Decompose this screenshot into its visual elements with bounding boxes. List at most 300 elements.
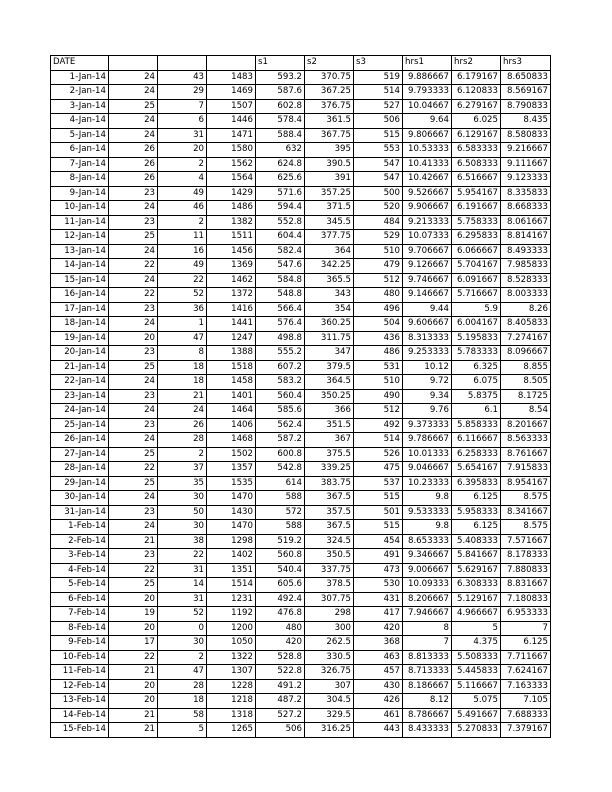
value-cell: 46 bbox=[158, 201, 207, 216]
value-cell: 6.116667 bbox=[452, 433, 501, 448]
value-cell: 9.746667 bbox=[403, 273, 452, 288]
value-cell: 298 bbox=[305, 607, 354, 622]
value-cell: 571.6 bbox=[256, 186, 305, 201]
value-cell: 311.75 bbox=[305, 331, 354, 346]
value-cell: 9.64 bbox=[403, 114, 452, 129]
value-cell: 38 bbox=[158, 534, 207, 549]
value-cell: 24 bbox=[109, 85, 158, 100]
value-cell: 457 bbox=[354, 665, 403, 680]
value-cell: 504 bbox=[354, 317, 403, 332]
value-cell: 1511 bbox=[207, 230, 256, 245]
value-cell: 9.046667 bbox=[403, 462, 452, 477]
value-cell: 24 bbox=[109, 317, 158, 332]
value-cell: 26 bbox=[109, 172, 158, 187]
date-cell: 31-Jan-14 bbox=[51, 505, 109, 520]
table-row bbox=[51, 520, 551, 535]
value-cell: 625.6 bbox=[256, 172, 305, 187]
value-cell: 24 bbox=[109, 520, 158, 535]
value-cell: 531 bbox=[354, 360, 403, 375]
value-cell: 22 bbox=[109, 259, 158, 274]
value-cell: 21 bbox=[109, 534, 158, 549]
value-cell: 1471 bbox=[207, 128, 256, 143]
value-cell: 9.373333 bbox=[403, 418, 452, 433]
value-cell: 529 bbox=[354, 230, 403, 245]
value-cell: 510 bbox=[354, 244, 403, 259]
value-cell: 20 bbox=[109, 331, 158, 346]
value-cell: 8 bbox=[403, 621, 452, 636]
value-cell: 10.07333 bbox=[403, 230, 452, 245]
table-row bbox=[51, 476, 551, 491]
value-cell: 18 bbox=[158, 360, 207, 375]
value-cell: 366 bbox=[305, 404, 354, 419]
value-cell: 5.270833 bbox=[452, 723, 501, 738]
table-row bbox=[51, 99, 551, 114]
value-cell: 49 bbox=[158, 259, 207, 274]
value-cell: 9.606667 bbox=[403, 317, 452, 332]
value-cell: 562.4 bbox=[256, 418, 305, 433]
value-cell: 390.5 bbox=[305, 157, 354, 172]
table-row bbox=[51, 578, 551, 593]
value-cell: 582.4 bbox=[256, 244, 305, 259]
table-row bbox=[51, 418, 551, 433]
value-cell: 6.395833 bbox=[452, 476, 501, 491]
value-cell: 8.405833 bbox=[501, 317, 551, 332]
value-cell: 527 bbox=[354, 99, 403, 114]
value-cell: 496 bbox=[354, 302, 403, 317]
value-cell: 1507 bbox=[207, 99, 256, 114]
value-cell: 572 bbox=[256, 505, 305, 520]
value-cell: 30 bbox=[158, 491, 207, 506]
value-cell: 9.253333 bbox=[403, 346, 452, 361]
value-cell: 604.4 bbox=[256, 230, 305, 245]
value-cell: 2 bbox=[158, 157, 207, 172]
value-cell: 492.4 bbox=[256, 592, 305, 607]
date-cell: 15-Feb-14 bbox=[51, 723, 109, 738]
value-cell: 1470 bbox=[207, 491, 256, 506]
value-cell: 588 bbox=[256, 520, 305, 535]
value-cell: 1502 bbox=[207, 447, 256, 462]
value-cell: 1441 bbox=[207, 317, 256, 332]
value-cell: 6.279167 bbox=[452, 99, 501, 114]
value-cell: 6.129167 bbox=[452, 128, 501, 143]
table-row bbox=[51, 650, 551, 665]
value-cell: 345.5 bbox=[305, 215, 354, 230]
value-cell: 7.274167 bbox=[501, 331, 551, 346]
value-cell: 7 bbox=[158, 99, 207, 114]
value-cell: 6.125 bbox=[501, 636, 551, 651]
value-cell: 24 bbox=[109, 70, 158, 85]
value-cell: 26 bbox=[109, 157, 158, 172]
value-cell: 18 bbox=[158, 694, 207, 709]
value-cell: 5.408333 bbox=[452, 534, 501, 549]
value-cell: 8.831667 bbox=[501, 578, 551, 593]
value-cell: 8.335833 bbox=[501, 186, 551, 201]
value-cell: 5.758333 bbox=[452, 215, 501, 230]
value-cell: 23 bbox=[109, 186, 158, 201]
table-row bbox=[51, 157, 551, 172]
value-cell: 49 bbox=[158, 186, 207, 201]
table-row bbox=[51, 317, 551, 332]
value-cell: 25 bbox=[109, 360, 158, 375]
value-cell: 480 bbox=[354, 288, 403, 303]
value-cell: 21 bbox=[109, 708, 158, 723]
value-cell: 420 bbox=[354, 621, 403, 636]
date-cell: 7-Feb-14 bbox=[51, 607, 109, 622]
value-cell: 584.8 bbox=[256, 273, 305, 288]
table-row bbox=[51, 143, 551, 158]
value-cell: 9.886667 bbox=[403, 70, 452, 85]
value-cell: 484 bbox=[354, 215, 403, 230]
value-cell: 16 bbox=[158, 244, 207, 259]
value-cell: 47 bbox=[158, 331, 207, 346]
column-header: DATE bbox=[51, 56, 109, 71]
date-cell: 20-Jan-14 bbox=[51, 346, 109, 361]
value-cell: 324.5 bbox=[305, 534, 354, 549]
value-cell: 6.508333 bbox=[452, 157, 501, 172]
value-cell: 364.5 bbox=[305, 375, 354, 390]
value-cell: 6.953333 bbox=[501, 607, 551, 622]
value-cell: 512 bbox=[354, 273, 403, 288]
value-cell: 6.295833 bbox=[452, 230, 501, 245]
value-cell: 377.75 bbox=[305, 230, 354, 245]
value-cell: 391 bbox=[305, 172, 354, 187]
value-cell: 5.654167 bbox=[452, 462, 501, 477]
value-cell: 9.146667 bbox=[403, 288, 452, 303]
value-cell: 58 bbox=[158, 708, 207, 723]
value-cell: 6.258333 bbox=[452, 447, 501, 462]
value-cell: 383.75 bbox=[305, 476, 354, 491]
table-row bbox=[51, 679, 551, 694]
value-cell: 25 bbox=[109, 578, 158, 593]
value-cell: 547 bbox=[354, 172, 403, 187]
date-cell: 17-Jan-14 bbox=[51, 302, 109, 317]
value-cell: 22 bbox=[158, 549, 207, 564]
value-cell: 365.5 bbox=[305, 273, 354, 288]
value-cell: 357.25 bbox=[305, 186, 354, 201]
value-cell: 25 bbox=[109, 99, 158, 114]
value-cell: 436 bbox=[354, 331, 403, 346]
value-cell: 8.505 bbox=[501, 375, 551, 390]
value-cell: 1470 bbox=[207, 520, 256, 535]
value-cell: 1486 bbox=[207, 201, 256, 216]
value-cell: 486 bbox=[354, 346, 403, 361]
value-cell: 498.8 bbox=[256, 331, 305, 346]
value-cell: 8.954167 bbox=[501, 476, 551, 491]
value-cell: 9.111667 bbox=[501, 157, 551, 172]
value-cell: 491.2 bbox=[256, 679, 305, 694]
value-cell: 7.985833 bbox=[501, 259, 551, 274]
value-cell: 337.75 bbox=[305, 563, 354, 578]
value-cell: 326.75 bbox=[305, 665, 354, 680]
value-cell: 6 bbox=[158, 114, 207, 129]
value-cell: 510 bbox=[354, 375, 403, 390]
date-cell: 3-Jan-14 bbox=[51, 99, 109, 114]
value-cell: 329.5 bbox=[305, 708, 354, 723]
value-cell: 8.313333 bbox=[403, 331, 452, 346]
table-row bbox=[51, 447, 551, 462]
date-cell: 10-Jan-14 bbox=[51, 201, 109, 216]
value-cell: 514 bbox=[354, 85, 403, 100]
header-row bbox=[51, 56, 551, 71]
value-cell: 5.8375 bbox=[452, 389, 501, 404]
value-cell: 1464 bbox=[207, 404, 256, 419]
value-cell: 9.44 bbox=[403, 302, 452, 317]
value-cell: 19 bbox=[109, 607, 158, 622]
value-cell: 8.575 bbox=[501, 491, 551, 506]
value-cell: 526 bbox=[354, 447, 403, 462]
value-cell: 25 bbox=[109, 476, 158, 491]
value-cell: 375.5 bbox=[305, 447, 354, 462]
date-cell: 24-Jan-14 bbox=[51, 404, 109, 419]
value-cell: 1298 bbox=[207, 534, 256, 549]
value-cell: 7.915833 bbox=[501, 462, 551, 477]
value-cell: 8.563333 bbox=[501, 433, 551, 448]
value-cell: 515 bbox=[354, 520, 403, 535]
value-cell: 20 bbox=[109, 621, 158, 636]
value-cell: 11 bbox=[158, 230, 207, 245]
value-cell: 6.1 bbox=[452, 404, 501, 419]
value-cell: 5.716667 bbox=[452, 288, 501, 303]
value-cell: 6.066667 bbox=[452, 244, 501, 259]
date-cell: 9-Feb-14 bbox=[51, 636, 109, 651]
value-cell: 8.003333 bbox=[501, 288, 551, 303]
value-cell: 490 bbox=[354, 389, 403, 404]
value-cell: 10.23333 bbox=[403, 476, 452, 491]
value-cell: 342.25 bbox=[305, 259, 354, 274]
table-row bbox=[51, 433, 551, 448]
value-cell: 8.668333 bbox=[501, 201, 551, 216]
value-cell: 30 bbox=[158, 636, 207, 651]
value-cell: 5.491667 bbox=[452, 708, 501, 723]
value-cell: 9.123333 bbox=[501, 172, 551, 187]
value-cell: 351.5 bbox=[305, 418, 354, 433]
value-cell: 1218 bbox=[207, 694, 256, 709]
value-cell: 8.54 bbox=[501, 404, 551, 419]
value-cell: 350.5 bbox=[305, 549, 354, 564]
value-cell: 2 bbox=[158, 650, 207, 665]
value-cell: 7.711667 bbox=[501, 650, 551, 665]
value-cell: 578.4 bbox=[256, 114, 305, 129]
value-cell: 8.061667 bbox=[501, 215, 551, 230]
value-cell: 9.706667 bbox=[403, 244, 452, 259]
value-cell: 614 bbox=[256, 476, 305, 491]
value-cell: 6.125 bbox=[452, 520, 501, 535]
value-cell: 37 bbox=[158, 462, 207, 477]
value-cell: 10.09333 bbox=[403, 578, 452, 593]
value-cell: 560.8 bbox=[256, 549, 305, 564]
value-cell: 2 bbox=[158, 215, 207, 230]
value-cell: 304.5 bbox=[305, 694, 354, 709]
value-cell: 9.76 bbox=[403, 404, 452, 419]
value-cell: 443 bbox=[354, 723, 403, 738]
value-cell: 1456 bbox=[207, 244, 256, 259]
value-cell: 24 bbox=[109, 114, 158, 129]
table-row bbox=[51, 607, 551, 622]
value-cell: 6.583333 bbox=[452, 143, 501, 158]
value-cell: 5 bbox=[158, 723, 207, 738]
value-cell: 5.075 bbox=[452, 694, 501, 709]
value-cell: 9.216667 bbox=[501, 143, 551, 158]
value-cell: 5 bbox=[452, 621, 501, 636]
value-cell: 519.2 bbox=[256, 534, 305, 549]
value-cell: 607.2 bbox=[256, 360, 305, 375]
value-cell: 5.958333 bbox=[452, 505, 501, 520]
value-cell: 50 bbox=[158, 505, 207, 520]
value-cell: 492 bbox=[354, 418, 403, 433]
value-cell: 500 bbox=[354, 186, 403, 201]
value-cell: 7.880833 bbox=[501, 563, 551, 578]
value-cell: 300 bbox=[305, 621, 354, 636]
value-cell: 24 bbox=[109, 433, 158, 448]
value-cell: 479 bbox=[354, 259, 403, 274]
value-cell: 1382 bbox=[207, 215, 256, 230]
value-cell: 7.688333 bbox=[501, 708, 551, 723]
value-cell: 0 bbox=[158, 621, 207, 636]
value-cell: 9.786667 bbox=[403, 433, 452, 448]
table-row bbox=[51, 694, 551, 709]
table-row bbox=[51, 636, 551, 651]
value-cell: 555.2 bbox=[256, 346, 305, 361]
value-cell: 547 bbox=[354, 157, 403, 172]
value-cell: 371.5 bbox=[305, 201, 354, 216]
value-cell: 1462 bbox=[207, 273, 256, 288]
date-cell: 8-Feb-14 bbox=[51, 621, 109, 636]
value-cell: 430 bbox=[354, 679, 403, 694]
value-cell: 1468 bbox=[207, 433, 256, 448]
table-row bbox=[51, 708, 551, 723]
value-cell: 21 bbox=[109, 723, 158, 738]
date-cell: 28-Jan-14 bbox=[51, 462, 109, 477]
date-cell: 29-Jan-14 bbox=[51, 476, 109, 491]
date-cell: 15-Jan-14 bbox=[51, 273, 109, 288]
value-cell: 23 bbox=[109, 505, 158, 520]
value-cell: 528.8 bbox=[256, 650, 305, 665]
value-cell: 395 bbox=[305, 143, 354, 158]
value-cell: 1 bbox=[158, 317, 207, 332]
value-cell: 8.713333 bbox=[403, 665, 452, 680]
value-cell: 8.650833 bbox=[501, 70, 551, 85]
table-row bbox=[51, 288, 551, 303]
value-cell: 343 bbox=[305, 288, 354, 303]
value-cell: 8.761667 bbox=[501, 447, 551, 462]
date-cell: 6-Jan-14 bbox=[51, 143, 109, 158]
value-cell: 9.793333 bbox=[403, 85, 452, 100]
value-cell: 376.75 bbox=[305, 99, 354, 114]
value-cell: 8.855 bbox=[501, 360, 551, 375]
date-cell: 19-Jan-14 bbox=[51, 331, 109, 346]
column-header: s1 bbox=[256, 56, 305, 71]
column-header: hrs3 bbox=[501, 56, 551, 71]
value-cell: 47 bbox=[158, 665, 207, 680]
value-cell: 475 bbox=[354, 462, 403, 477]
value-cell: 1200 bbox=[207, 621, 256, 636]
value-cell: 22 bbox=[109, 462, 158, 477]
column-header: s3 bbox=[354, 56, 403, 71]
value-cell: 354 bbox=[305, 302, 354, 317]
value-cell: 23 bbox=[109, 215, 158, 230]
value-cell: 367.75 bbox=[305, 128, 354, 143]
value-cell: 8.653333 bbox=[403, 534, 452, 549]
date-cell: 25-Jan-14 bbox=[51, 418, 109, 433]
table-row bbox=[51, 215, 551, 230]
value-cell: 624.8 bbox=[256, 157, 305, 172]
value-cell: 1192 bbox=[207, 607, 256, 622]
value-cell: 6.516667 bbox=[452, 172, 501, 187]
value-cell: 23 bbox=[109, 549, 158, 564]
value-cell: 23 bbox=[109, 302, 158, 317]
column-header bbox=[109, 56, 158, 71]
value-cell: 5.704167 bbox=[452, 259, 501, 274]
date-cell: 11-Feb-14 bbox=[51, 665, 109, 680]
value-cell: 25 bbox=[109, 230, 158, 245]
value-cell: 6.025 bbox=[452, 114, 501, 129]
value-cell: 1406 bbox=[207, 418, 256, 433]
value-cell: 5.629167 bbox=[452, 563, 501, 578]
value-cell: 548.8 bbox=[256, 288, 305, 303]
value-cell: 8.206667 bbox=[403, 592, 452, 607]
value-cell: 600.8 bbox=[256, 447, 305, 462]
value-cell: 506 bbox=[354, 114, 403, 129]
value-cell: 30 bbox=[158, 520, 207, 535]
value-cell: 20 bbox=[109, 679, 158, 694]
table-row bbox=[51, 172, 551, 187]
date-cell: 2-Feb-14 bbox=[51, 534, 109, 549]
table-row bbox=[51, 70, 551, 85]
value-cell: 23 bbox=[109, 346, 158, 361]
value-cell: 501 bbox=[354, 505, 403, 520]
value-cell: 1518 bbox=[207, 360, 256, 375]
date-cell: 23-Jan-14 bbox=[51, 389, 109, 404]
date-cell: 12-Jan-14 bbox=[51, 230, 109, 245]
value-cell: 1228 bbox=[207, 679, 256, 694]
value-cell: 28 bbox=[158, 679, 207, 694]
table-row bbox=[51, 128, 551, 143]
value-cell: 31 bbox=[158, 128, 207, 143]
value-cell: 24 bbox=[109, 244, 158, 259]
value-cell: 316.25 bbox=[305, 723, 354, 738]
table-row bbox=[51, 244, 551, 259]
value-cell: 6.308333 bbox=[452, 578, 501, 593]
value-cell: 527.2 bbox=[256, 708, 305, 723]
value-cell: 6.091667 bbox=[452, 273, 501, 288]
value-cell: 1580 bbox=[207, 143, 256, 158]
table-row bbox=[51, 85, 551, 100]
value-cell: 8.814167 bbox=[501, 230, 551, 245]
value-cell: 585.6 bbox=[256, 404, 305, 419]
value-cell: 5.954167 bbox=[452, 186, 501, 201]
value-cell: 21 bbox=[158, 389, 207, 404]
value-cell: 9.006667 bbox=[403, 563, 452, 578]
table-body bbox=[51, 56, 551, 738]
value-cell: 602.8 bbox=[256, 99, 305, 114]
value-cell: 367 bbox=[305, 433, 354, 448]
value-cell: 1446 bbox=[207, 114, 256, 129]
value-cell: 307.75 bbox=[305, 592, 354, 607]
value-cell: 1322 bbox=[207, 650, 256, 665]
date-cell: 10-Feb-14 bbox=[51, 650, 109, 665]
value-cell: 8.580833 bbox=[501, 128, 551, 143]
value-cell: 7.105 bbox=[501, 694, 551, 709]
date-cell: 22-Jan-14 bbox=[51, 375, 109, 390]
value-cell: 588 bbox=[256, 491, 305, 506]
date-cell: 13-Jan-14 bbox=[51, 244, 109, 259]
table-row bbox=[51, 665, 551, 680]
value-cell: 347 bbox=[305, 346, 354, 361]
date-cell: 4-Feb-14 bbox=[51, 563, 109, 578]
value-cell: 22 bbox=[109, 288, 158, 303]
value-cell: 361.5 bbox=[305, 114, 354, 129]
value-cell: 537 bbox=[354, 476, 403, 491]
